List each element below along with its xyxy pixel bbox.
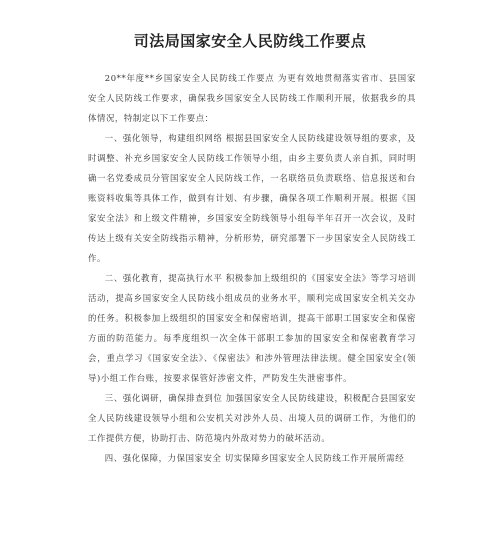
- paragraph-research: 三、强化调研，确保排查到位 加强国家安全人民防线建设，积极配合县国家安全人民防线建设领导小组和公安机关对涉外人员、出境人员的调研工作，为他们的工作提供方便，协助打击、防范境内外敌对势力的破坏活动。: [88, 393, 416, 443]
- document-title: 司法局国家安全人民防线工作要点: [133, 32, 367, 50]
- paragraph-leadership: 一、强化领导，构建组织网络 根据县国家安全人民防线建设领导组的要求，及时调整、补充乡国家安全人民防线工作领导小组，由乡主要负责人亲自抓，同时明确一名党委成员分管国家安全人民防线工作，一名联络员负责联络、信息报送和台账资料收集等具体工作，做到有计划、有步骤，确保各项工作顺利开展。根据《国家安全法》和上级文件精神，乡国家安全防线领导小组每半年召开一次会议，及时传达上级有关安全防线指示精神，分析形势，研究部署下一步国家安全人民防线工作。: [88, 133, 416, 263]
- paragraph-education: 二、强化教育，提高执行水平 积极参加上级组织的《国家安全法》等学习培训活动，提高乡国家安全人民防线小组成员的业务水平，顺利完成国家安全机关交办的任务。积极参加上级组织的国家安全和保密培训，提高干部职工国家安全和保密方面的防范能力。每季度组织一次全体干部职工参加的国家安全和保密教育学习会，重点学习《国家安全法》、《保密法》和涉外管理法律法规。健全国家安全(领导)小组工作台账，按要求保管好涉密文件，严防发生失泄密事件。: [88, 273, 416, 383]
- document-body: [88, 68, 416, 468]
- paragraph-support: 四、强化保障，力保国家安全 切实保障乡国家安全人民防线工作开展所需经: [104, 453, 405, 463]
- paragraph-intro: 20**年度**乡国家安全人民防线工作要点 为更有效地贯彻落实省市、县国家安全人民防线工作要求，确保我乡国家安全人民防线工作顺利开展，依据我乡的具体情况，特制定以下工作要点：: [88, 73, 416, 123]
